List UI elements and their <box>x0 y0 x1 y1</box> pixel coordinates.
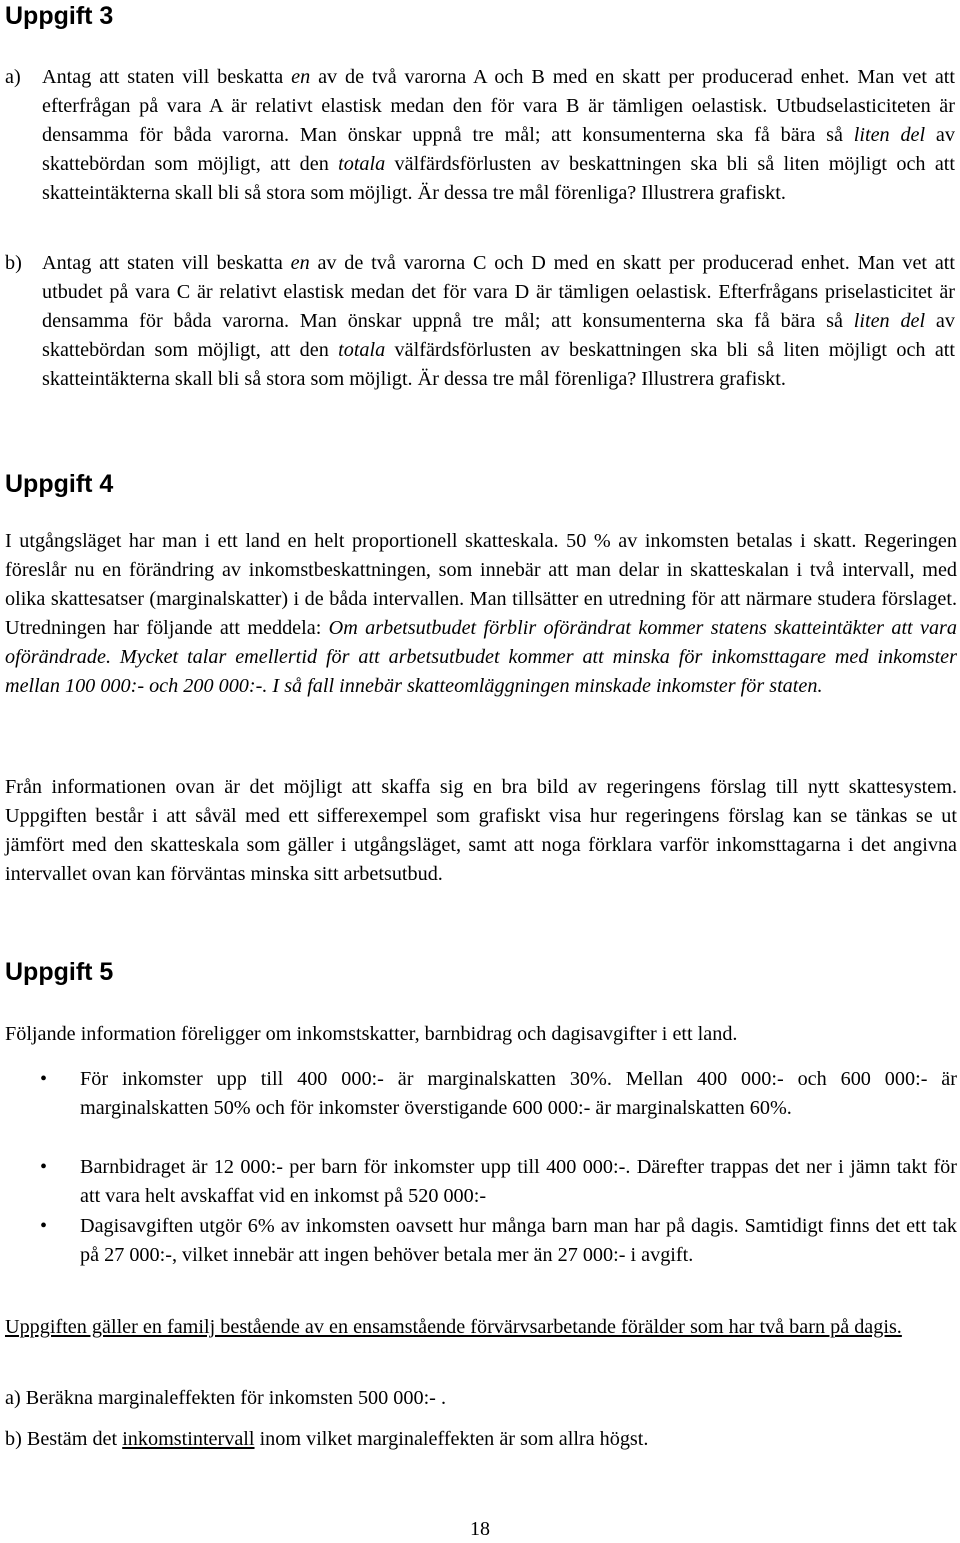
emphasis: liten del <box>853 124 926 146</box>
heading-uppgift-5: Uppgift 5 <box>5 958 114 986</box>
text: av de två varorna A och B med en skatt per producerad enhet. Man vet att efterfrågan på vara A är relativt elastisk medan den för vara B är tämligen oelastisk. Utbudselasticiteten är densamma för båda varorna. Man önskar uppnå tre mål; att konsumenterna ska få bära så <box>42 66 955 146</box>
list-item: För inkomster upp till 400 000:- är marginalskatten 30%. Mellan 400 000:- och 600 000:- är marginalskatten 50% och för inkomster överstigande 600 000:- är marginalskatten 60%. <box>80 1068 957 1119</box>
bullet-icon: • <box>40 1068 48 1090</box>
emphasis: en <box>291 66 311 88</box>
text: inom vilket marginaleffekten är som allra högst. <box>254 1428 649 1450</box>
text: av skattebördan som möjligt, att den <box>42 310 955 361</box>
emphasis: totala <box>338 153 386 175</box>
bullet-icon: • <box>40 1215 48 1237</box>
paragraph-4-1 <box>5 527 957 701</box>
page-number: 18 <box>470 1518 490 1540</box>
text: Antag att staten vill beskatta <box>42 66 292 88</box>
emphasis: en <box>290 252 310 274</box>
list-item: Barnbidraget är 12 000:- per barn för inkomster upp till 400 000:-. Därefter trappas det ner i jämn takt för att vara helt avskaffat vid en inkomst på 520 000:- <box>80 1156 957 1207</box>
paragraph-5-intro: Följande information föreligger om inkomstskatter, barnbidrag och dagisavgifter i ett land. <box>5 1023 738 1045</box>
emphasis: liten del <box>853 310 926 332</box>
list-item: Dagisavgiften utgör 6% av inkomsten oavsett hur många barn man har på dagis. Samtidigt finns det ett tak på 27 000:-, vilket innebär att ingen behöver betala mer än 27 000:- i avgift. <box>80 1215 957 1266</box>
text: välfärdsförlusten av beskattningen ska bli så liten möjligt och att skatteintäkterna skall bli så stora som möjligt. Är dessa tre mål förenliga? Illustrera grafiskt. <box>42 339 955 390</box>
underlined-term: inkomstintervall <box>122 1428 255 1450</box>
text: av skattebördan som möjligt, att den <box>42 124 955 175</box>
heading-uppgift-4: Uppgift 4 <box>5 470 114 498</box>
emphasis: Om arbetsutbudet förblir oförändrat kommer statens skatteintäkter att vara oförändrade. Mycket talar emellertid för att arbetsutbudet kommer att minska för inkomsttagare med inkomster mellan 100 000:- och 200 000:-. I så fall innebär skatteomläggningen minskade inkomster för staten. <box>5 617 957 697</box>
paragraph-4-2: Från informationen ovan är det möjligt att skaffa sig en bra bild av regeringens förslag till nytt skattesystem. Uppgiften består i att såväl med ett sifferexempel som grafiskt visa hur regeringens förslag kan se tänkas se ut jämfört med den skatteskala som gäller i utgångsläget, samt att noga förklara varför inkomsttagarna i det angivna intervallet ovan kan förväntas minska sitt arbetsutbud. <box>5 776 957 885</box>
paragraph-3b <box>42 249 955 394</box>
emphasis: totala <box>338 339 386 361</box>
paragraph-3a <box>42 63 955 208</box>
question-5a: a) Beräkna marginaleffekten för inkomsten 500 000:- . <box>5 1387 446 1409</box>
text: Antag att staten vill beskatta <box>42 252 291 274</box>
text: av de två varorna C och D med en skatt per producerad enhet. Man vet att utbudet på vara C är relativt elastisk medan det för vara D är tämligen oelastisk. Efterfrågans priselasticitet är densamma för båda varorna. Man önskar uppnå tre mål; att konsumenterna ska få bära så <box>42 252 955 332</box>
bullet-icon: • <box>40 1156 48 1178</box>
label-3b: b) <box>5 252 22 274</box>
text: välfärdsförlusten av beskattningen ska bli så liten möjligt och att skatteintäkterna skall bli så stora som möjligt. Är dessa tre mål förenliga? Illustrera grafiskt. <box>42 153 955 204</box>
text: I utgångsläget har man i ett land en helt proportionell skatteskala. 50 % av inkomsten betalas i skatt. Regeringen föreslår nu en förändring av inkomstbeskattningen, som innebär att man delar in skatteskalan i två intervall, med olika skattesatser (marginalskatter) i de båda intervallen. Man tillsätter en utredning för att närmare studera förslaget. Utredningen har följande att meddela: <box>5 530 957 639</box>
heading-uppgift-3: Uppgift 3 <box>5 2 114 30</box>
question-5b <box>5 1425 957 1454</box>
underlined-note: Uppgiften gäller en familj bestående av en ensamstående förvärvsarbetande förälder som har två barn på dagis. <box>5 1316 902 1338</box>
text: b) Bestäm det <box>5 1428 123 1450</box>
label-3a: a) <box>5 66 21 88</box>
